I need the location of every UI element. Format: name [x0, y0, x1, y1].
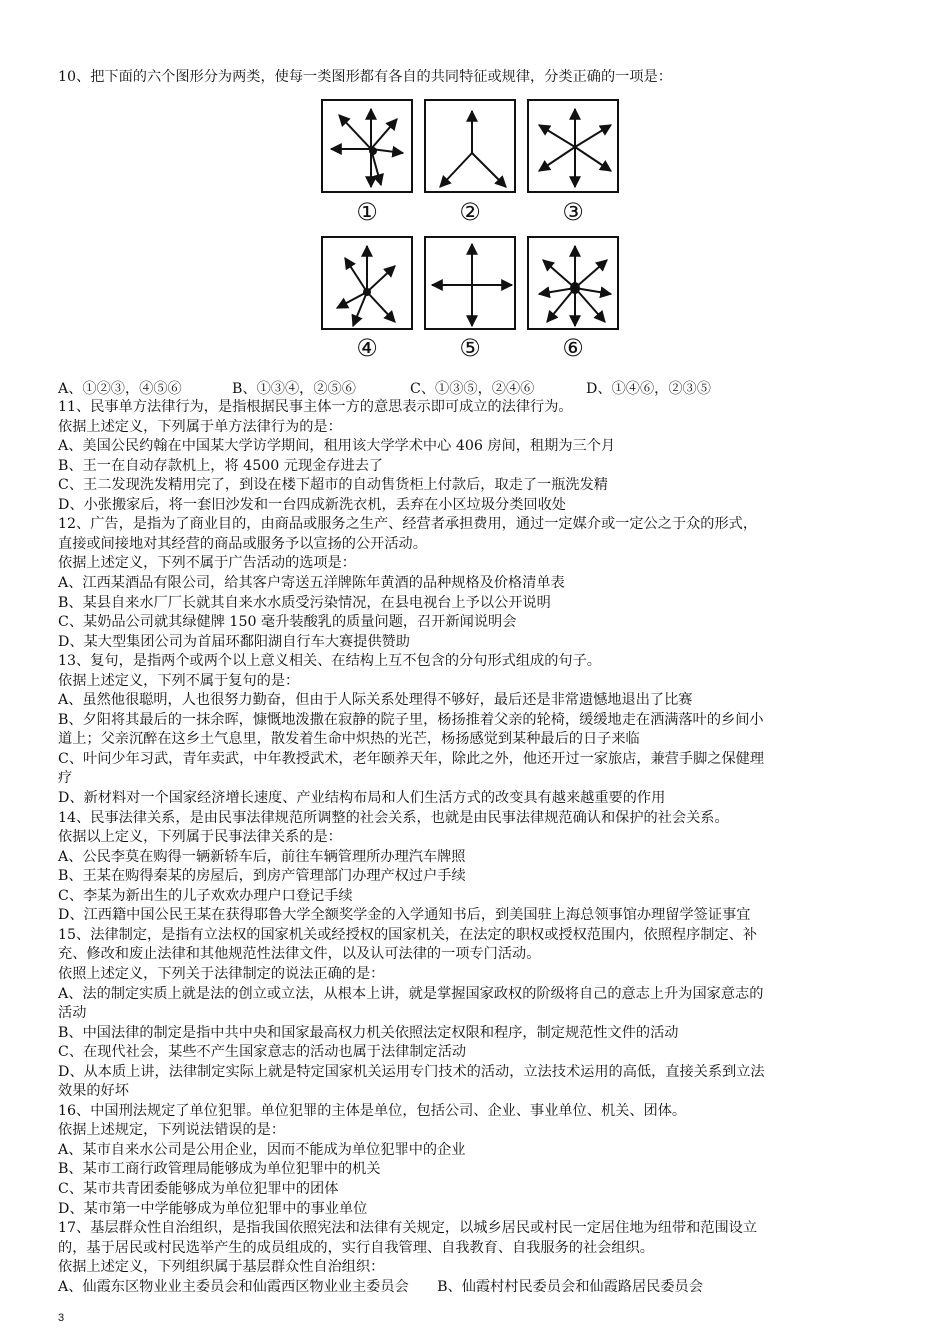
figure-6-label: ⑥ — [562, 334, 584, 362]
text-line: 道上；父亲沉醉在这乡土气息里，散发着生命中炽热的光芒，杨扬感觉到某种最后的日子来临 — [58, 731, 640, 748]
text-line: A、法的制定实质上就是法的创立或立法，从根本上讲，就是掌握国家政权的阶级将自己的意志上升为国家意志的 — [58, 985, 764, 1002]
text-line: B、王某在购得秦某的房屋后，到房产管理部门办理产权过户手续 — [58, 868, 466, 885]
figure-4-arrows-icon — [323, 238, 415, 332]
text-line: B、王一在自动存款机上，将 4500 元现金存进去了 — [58, 457, 384, 474]
figure-4 — [321, 236, 413, 330]
text-line: 17、基层群众性自治组织，是指我国依照宪法和法律有关规定，以城乡居民或村民一定居住地为纽带和范围设立 — [58, 1220, 758, 1237]
text-line: 依据以上定义，下列属于民事法律关系的是： — [58, 829, 342, 846]
text-line: C、叶问少年习武，青年卖武，中年教授武术，老年颐养天年，除此之外，他还开过一家旅店，兼营手脚之保健理 — [58, 750, 765, 767]
text-line: A、美国公民约翰在中国某大学访学期间，租用该大学学术中心 406 房间，租期为三个月 — [58, 438, 616, 455]
figure-6 — [527, 236, 619, 330]
q10-option-b: B、①③④，②⑤⑥ — [232, 381, 356, 397]
text-line: A、江西某酒品有限公司，给其客户寄送五洋牌陈年黄酒的品种规格及价格清单表 — [58, 574, 565, 591]
text-line: C、某奶品公司就其绿健牌 150 毫升装酸乳的质量问题，召开新闻说明会 — [58, 614, 517, 631]
text-line: 疗 — [58, 770, 73, 787]
text-line: D、某大型集团公司为首届环鄱阳湖自行车大赛提供赞助 — [58, 633, 410, 650]
figure-2-arrows-icon — [426, 101, 518, 195]
text-line: 依照上述定义，下列关于法律制定的说法正确的是： — [58, 965, 385, 982]
figure-6-arrows-icon — [529, 238, 621, 332]
q10-option-d: D、①④⑥，②③⑤ — [586, 381, 711, 397]
text-line: 充、修改和废止法律和其他规范性法律文件，以及认可法律的一项专门活动。 — [58, 946, 541, 963]
text-line: D、新材料对一个国家经济增长速度、产业结构布局和人们生活方式的改变具有越来越重要的作用 — [58, 790, 666, 806]
text-line: B、夕阳将其最后的一抹余晖，慷慨地泼撒在寂静的院子里，杨扬推着父亲的轮椅，缓缓地走在洒满落叶的乡间小 — [58, 711, 764, 728]
figure-3-arrows-icon — [529, 101, 621, 195]
text-line: 活动 — [58, 1005, 87, 1022]
text-line: 直接或间接地对其经营的商品或服务予以宣扬的公开活动。 — [58, 535, 427, 552]
text-line: 依据上述定义，下列不属于复句的是： — [58, 672, 300, 689]
text-line: 11、民事单方法律行为，是指根据民事主体一方的意思表示即可成立的法律行为。 — [58, 399, 573, 415]
text-line: C、李某为新出生的儿子欢欢办理户口登记手续 — [58, 887, 353, 904]
text-line: A、虽然他很聪明，人也很努力勤奋，但由于人际关系处理得不够好，最后还是非常遗憾地退出了比赛 — [58, 692, 693, 709]
text-line: 依据上述定义，下列属于单方法律行为的是： — [58, 418, 342, 435]
figure-1-arrows-icon — [323, 101, 415, 195]
text-line: C、王二发现洗发精用完了，到设在楼下超市的自动售货柜上付款后，取走了一瓶洗发精 — [58, 477, 608, 494]
text-line: B、某市工商行政管理局能够成为单位犯罪中的机关 — [58, 1161, 381, 1178]
text-line: D、小张搬家后，将一套旧沙发和一台四成新洗衣机，丢弃在小区垃圾分类回收处 — [58, 496, 566, 513]
figure-3 — [527, 99, 619, 193]
figure-4-label: ④ — [356, 334, 378, 362]
text-line: C、某市共青团委能够成为单位犯罪中的团体 — [58, 1181, 339, 1197]
figure-1-label: ① — [356, 198, 378, 226]
text-line: 依据上述定义，下列组织属于基层群众性自治组织： — [58, 1259, 385, 1276]
text-line: 依据上述定义，下列不属于广告活动的选项是： — [58, 555, 356, 572]
figure-5-label: ⑤ — [459, 334, 481, 362]
figure-2-label: ② — [459, 198, 481, 226]
text-line: 依据上述规定，下列说法错误的是： — [58, 1122, 286, 1139]
text-line: 的，基于居民或村民选举产生的成员组成的，实行自我管理、自我教育、自我服务的社会组织。 — [58, 1239, 654, 1256]
text-line: 16、中国刑法规定了单位犯罪。单位犯罪的主体是单位，包括公司、企业、事业单位、机关、团体。 — [58, 1102, 687, 1119]
text-line: 14、民事法律关系，是由民事法律规范所调整的社会关系，也就是由民事法律规范确认和保护的社会关系。 — [58, 809, 729, 826]
text-line: A、公民李莫在购得一辆新轿车后，前往车辆管理所办理汽车牌照 — [58, 848, 466, 865]
q10-option-c: C、①③⑤，②④⑥ — [410, 381, 535, 397]
q10-stem: 10、把下面的六个图形分为两类，使每一类图形都有各自的共同特征或规律，分类正确的一项是： — [58, 69, 672, 85]
figure-1 — [321, 99, 413, 193]
page-number: 3 — [58, 1312, 65, 1324]
text-line: D、某市第一中学能够成为单位犯罪中的事业单位 — [58, 1200, 368, 1217]
text-line: D、从本质上讲，法律制定实际上就是特定国家机关运用专门技术的活动，立法技术运用的高低，直接关系到立法 — [58, 1063, 765, 1080]
text-line: C、在现代社会，某些不产生国家意志的活动也属于法律制定活动 — [58, 1044, 467, 1061]
figure-5 — [424, 236, 516, 330]
text-line: B、某县自来水厂厂长就其自来水水质受污染情况，在县电视台上予以公开说明 — [58, 594, 551, 611]
text-line: D、江西籍中国公民王某在获得耶鲁大学全额奖学金的入学通知书后，到美国驻上海总领事馆办理留学签证事宜 — [58, 907, 751, 924]
figure-2 — [424, 99, 516, 193]
figure-3-label: ③ — [562, 198, 584, 226]
text-line: B、中国法律的制定是指中共中央和国家最高权力机关依照法定权限和程序，制定规范性文件的活动 — [58, 1024, 679, 1041]
figure-5-arrows-icon — [426, 238, 518, 332]
text-line: A、某市自来水公司是公用企业，因而不能成为单位犯罪中的企业 — [58, 1141, 466, 1158]
text-line: 效果的好坏 — [58, 1083, 129, 1100]
text-line: A、仙霞东区物业业主委员会和仙霞西区物业业主委员会 B、仙霞村村民委员会和仙霞路居民委员会 — [58, 1278, 703, 1295]
text-line: 13、复句，是指两个或两个以上意义相关、在结构上互不包含的分句形式组成的句子。 — [58, 653, 601, 670]
text-line: 12、广告，是指为了商业目的，由商品或服务之生产、经营者承担费用，通过一定媒介或一定公之于众的形式， — [58, 516, 758, 533]
text-line: 15、法律制定，是指有立法权的国家机关或经授权的国家机关，在法定的职权或授权范围内，依照程序制定、补 — [58, 926, 758, 943]
q10-option-a: A、①②③，④⑤⑥ — [58, 381, 182, 397]
